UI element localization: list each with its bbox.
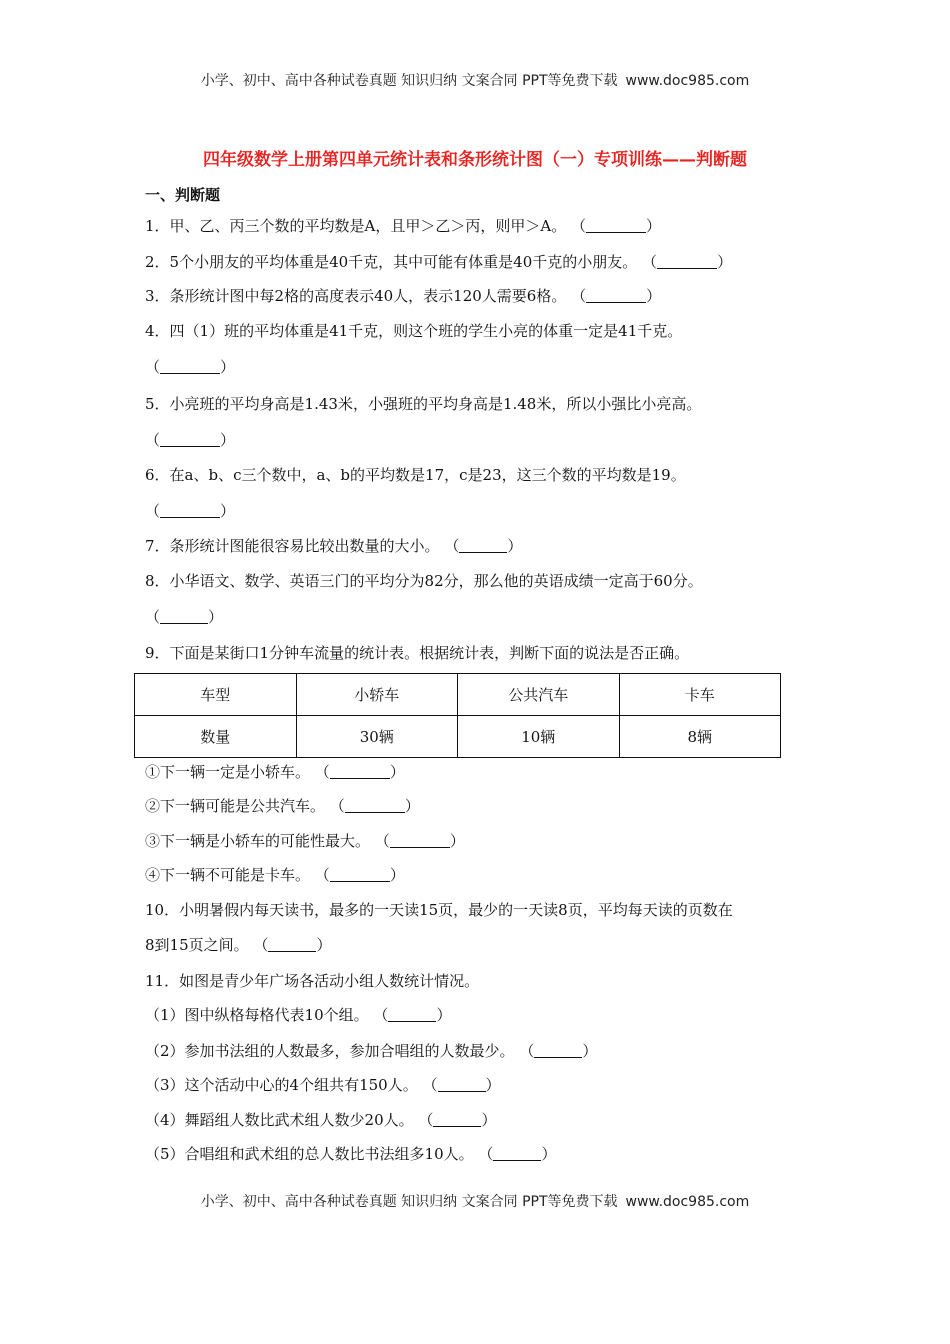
question-2: 2．5个小朋友的平均体重是40千克，其中可能有体重是40千克的小朋友。 （ ） — [145, 253, 733, 271]
question-5: 5．小亮班的平均身高是1.43米，小强班的平均身高是1.48米，所以小强比小亮高。 — [145, 395, 702, 413]
table-cell: 小轿车 — [296, 674, 458, 716]
question-9-4: ④下一辆不可能是卡车。 （ ） — [145, 866, 405, 884]
answer-blank[interactable] — [268, 937, 316, 952]
answer-blank[interactable] — [433, 1112, 481, 1127]
answer-blank[interactable] — [160, 609, 208, 624]
table-cell: 车型 — [135, 674, 297, 716]
question-11-3: （3）这个活动中心的4个组共有150人。 （ ） — [145, 1076, 501, 1094]
answer-blank[interactable] — [160, 503, 220, 518]
question-5-answer: （ ） — [145, 431, 236, 449]
table-cell: 卡车 — [619, 674, 781, 716]
answer-blank[interactable] — [345, 798, 405, 813]
question-11-4: （4）舞蹈组人数比武术组人数少20人。 （ ） — [145, 1111, 497, 1129]
question-11: 11．如图是青少年广场各活动小组人数统计情况。 — [145, 972, 480, 990]
table-cell: 数量 — [135, 716, 297, 758]
answer-blank[interactable] — [160, 359, 220, 374]
question-6: 6．在a、b、c三个数中，a、b的平均数是17，c是23，这三个数的平均数是19。 — [145, 466, 686, 484]
answer-blank[interactable] — [493, 1146, 541, 1161]
answer-blank[interactable] — [586, 218, 646, 233]
question-11-2: （2）参加书法组的人数最多，参加合唱组的人数最少。 （ ） — [145, 1042, 598, 1060]
question-11-5: （5）合唱组和武术组的总人数比书法组多10人。 （ ） — [145, 1145, 557, 1163]
table-cell: 30辆 — [296, 716, 458, 758]
answer-blank[interactable] — [438, 1077, 486, 1092]
table-cell: 8辆 — [619, 716, 781, 758]
table-cell: 公共汽车 — [458, 674, 620, 716]
question-1: 1．甲、乙、丙三个数的平均数是A，且甲＞乙＞丙，则甲＞A。 （ ） — [145, 217, 662, 235]
question-8-answer: （ ） — [145, 608, 224, 626]
question-4-answer: （ ） — [145, 358, 236, 376]
table-cell: 10辆 — [458, 716, 620, 758]
answer-blank[interactable] — [330, 867, 390, 882]
footer-site: www.doc985.com — [625, 1194, 750, 1210]
answer-blank[interactable] — [586, 288, 646, 303]
table-row — [135, 674, 781, 716]
header-text: 小学、初中、高中各种试卷真题 知识归纳 文案合同 PPT等免费下载 — [200, 73, 618, 89]
question-4: 4．四（1）班的平均体重是41千克，则这个班的学生小亮的体重一定是41千克。 — [145, 322, 683, 340]
question-9: 9．下面是某街口1分钟车流量的统计表。根据统计表，判断下面的说法是否正确。 — [145, 644, 690, 662]
question-9-2: ②下一辆可能是公共汽车。 （ ） — [145, 797, 420, 815]
header-site: www.doc985.com — [625, 73, 750, 89]
table-row — [135, 716, 781, 758]
page-footer — [0, 1191, 950, 1211]
answer-blank[interactable] — [534, 1043, 582, 1058]
page-header — [0, 70, 950, 90]
question-10: 10．小明暑假内每天读书，最多的一天读15页，最少的一天读8页，平均每天读的页数在 — [145, 901, 733, 919]
traffic-table — [134, 673, 781, 758]
question-9-1: ①下一辆一定是小轿车。 （ ） — [145, 763, 405, 781]
question-9-3: ③下一辆是小轿车的可能性最大。 （ ） — [145, 832, 465, 850]
question-10-cont: 8到15页之间。 （ ） — [145, 936, 332, 954]
answer-blank[interactable] — [459, 538, 507, 553]
page-title: 四年级数学上册第四单元统计表和条形统计图（一）专项训练——判断题 — [203, 150, 747, 170]
answer-blank[interactable] — [388, 1007, 436, 1022]
section-heading: 一、判断题 — [145, 186, 221, 204]
answer-blank[interactable] — [160, 432, 220, 447]
footer-text: 小学、初中、高中各种试卷真题 知识归纳 文案合同 PPT等免费下载 — [200, 1194, 618, 1210]
answer-blank[interactable] — [330, 764, 390, 779]
question-7: 7．条形统计图能很容易比较出数量的大小。 （ ） — [145, 537, 523, 555]
question-3: 3．条形统计图中每2格的高度表示40人，表示120人需要6格。 （ ） — [145, 287, 662, 305]
answer-blank[interactable] — [657, 254, 717, 269]
answer-blank[interactable] — [390, 833, 450, 848]
question-8: 8．小华语文、数学、英语三门的平均分为82分，那么他的英语成绩一定高于60分。 — [145, 572, 703, 590]
question-6-answer: （ ） — [145, 502, 236, 520]
question-11-1: （1）图中纵格每格代表10个组。 （ ） — [145, 1006, 452, 1024]
